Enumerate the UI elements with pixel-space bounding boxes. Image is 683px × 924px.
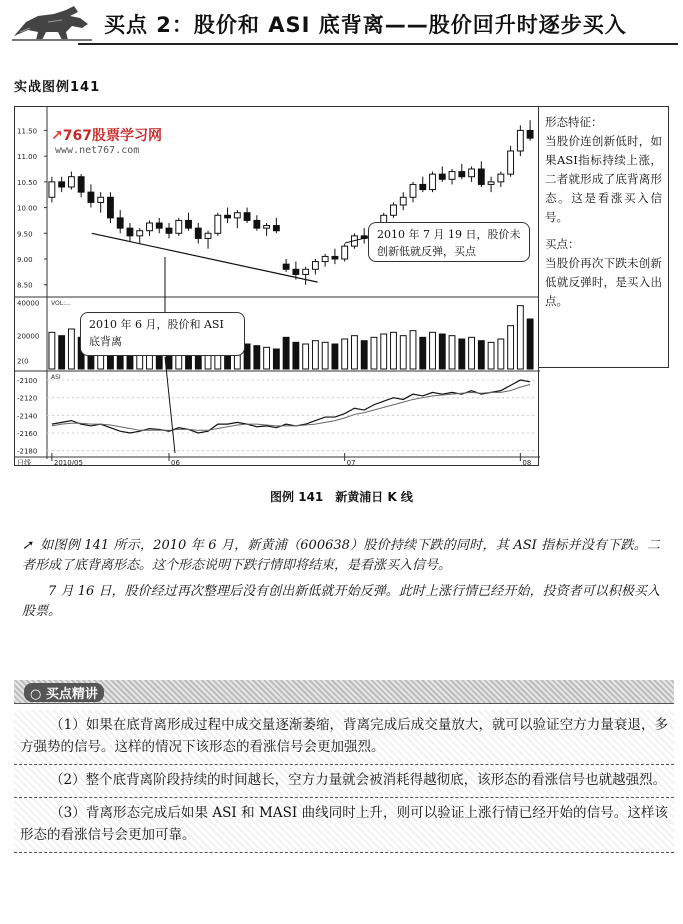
volume-bar: [410, 331, 416, 369]
volume-bar: [254, 346, 260, 369]
candle-body: [166, 228, 172, 233]
candle-body: [195, 228, 201, 238]
volume-tick-label: 2(0: [17, 357, 29, 366]
price-tick-label: 10.00: [17, 204, 38, 213]
volume-bar: [49, 332, 55, 369]
candle-body: [264, 226, 270, 229]
candle-body: [488, 182, 494, 185]
candle-body: [312, 262, 318, 270]
volume-bar: [293, 342, 299, 369]
asi-tick-label: -2160: [17, 429, 38, 438]
asi-legend: ASI: [51, 374, 61, 381]
paragraph-1-text: 如图例 141 所示，2010 年 6 月，新黄浦（600638）股价持续下跌的同时，其 ASI 指标并没有下跌。二者形成了底背离形态。这个形态说明下跌行情即将结束，是看涨买入信号。: [22, 538, 660, 573]
candle-body: [254, 220, 260, 228]
candle-body: [449, 172, 455, 180]
candle-body: [88, 192, 94, 202]
candle-body: [508, 151, 514, 174]
volume-bar: [59, 336, 65, 369]
volume-bar: [527, 319, 533, 369]
candle-body: [478, 169, 484, 184]
volume-bar: [352, 336, 358, 369]
paragraph-1: [22, 536, 660, 576]
candle-body: [498, 174, 504, 182]
candle-body: [225, 215, 231, 218]
volume-bar: [459, 339, 465, 369]
price-trendline: [92, 233, 318, 282]
bull-logo-icon: [8, 2, 98, 44]
volume-bar: [303, 344, 309, 369]
candle-body: [322, 256, 328, 261]
key-point-text: （2）整个底背离阶段持续的时间越长，空方力量就会被消耗得越彻底，该形态的看涨信号也就越强烈。: [50, 772, 667, 788]
volume-bar: [68, 329, 74, 369]
watermark-logo: [51, 125, 162, 145]
buy-title: 买点：: [545, 237, 580, 251]
volume-bar: [342, 339, 348, 369]
key-point-text: （1）如果在底背离形成过程中成交量逐渐萎缩，背离完成后成交量放大，就可以验证空方力量衰退，多方强势的信号。这样的情况下该形态的看涨信号会更加强烈。: [20, 717, 668, 755]
asi-tick-label: -2140: [17, 412, 38, 421]
candle-body: [527, 130, 533, 138]
candle-body: [215, 215, 221, 233]
candle-body: [410, 184, 416, 197]
asi-tick-label: -2120: [17, 394, 38, 403]
volume-bar: [322, 342, 328, 369]
candle-body: [147, 223, 153, 231]
volume-bar: [478, 341, 484, 369]
paragraph-2: [22, 582, 660, 622]
asi-tick-label: -2100: [17, 377, 38, 386]
volume-bar: [283, 337, 289, 369]
page-title: 买点 2：股价和 ASI 底背离——股价回升时逐步买入: [104, 13, 627, 37]
key-point-item: [14, 798, 674, 853]
candle-body: [293, 269, 299, 274]
volume-bar: [361, 341, 367, 369]
key-point-text: （3）背离形态完成后如果 ASI 和 MASI 曲线同时上升，则可以验证上涨行情已经开始的信号。这样该形态的看涨信号会更加可靠。: [20, 805, 668, 843]
volume-bar: [420, 337, 426, 369]
volume-bar: [273, 349, 279, 369]
candle-body: [49, 182, 55, 197]
volume-tick-label: 40000: [17, 299, 40, 308]
date-tick-label: 2010/05: [53, 459, 83, 467]
asi-line: [52, 380, 530, 433]
key-point-item: [14, 765, 674, 798]
candle-body: [459, 172, 465, 177]
volume-bar: [498, 339, 504, 369]
chart-canvas: [15, 107, 540, 467]
callout-rebound: 2010 年 7 月 19 日，股价未创新低就反弹，买点: [368, 222, 530, 262]
chart-grid: [15, 107, 540, 467]
date-tick-label: 08: [522, 459, 532, 467]
volume-bar: [488, 342, 494, 369]
candle-body: [59, 182, 65, 187]
candle-body: [517, 130, 523, 151]
candle-body: [439, 174, 445, 179]
buy-text: 当股价再次下跌未创新低就反弹时，是买入出点。: [545, 256, 662, 308]
price-tick-label: 9.00: [17, 256, 33, 264]
candle-body: [332, 256, 338, 259]
volume-bar: [508, 326, 514, 369]
paragraph-2-text: 7 月 16 日，股价经过再次整理后没有创出新低就开始反弹。此时上涨行情已经开始，投资者可以积极买入股票。: [22, 584, 660, 619]
candle-body: [391, 205, 397, 215]
volume-bar: [312, 341, 318, 369]
volume-bar: [264, 347, 270, 369]
section-label: 实战图例141: [14, 80, 101, 95]
candle-body: [108, 197, 114, 218]
candle-body: [127, 228, 133, 236]
candle-body: [420, 184, 426, 189]
circle-bullet-icon: ○: [30, 687, 46, 702]
volume-bar: [371, 337, 377, 369]
candle-body: [469, 169, 475, 177]
volume-bar: [332, 344, 338, 369]
volume-bar: [400, 336, 406, 369]
volume-bar: [430, 332, 436, 369]
date-tick-label: 06: [171, 459, 180, 467]
volume-tick-label: 20000: [17, 332, 40, 341]
page-header: [0, 0, 683, 48]
candle-body: [68, 177, 74, 187]
volume-bar: [449, 336, 455, 369]
body-text: [22, 536, 660, 628]
price-tick-label: 8.50: [17, 281, 33, 290]
candle-body: [234, 213, 240, 218]
key-point-item: [14, 710, 674, 765]
masi-line: [52, 384, 530, 430]
stock-chart: [14, 106, 539, 466]
candle-body: [186, 220, 192, 228]
candle-body: [156, 223, 162, 228]
pattern-feature-box: [538, 106, 669, 368]
candle-body: [430, 174, 436, 189]
key-points-list: [14, 710, 674, 853]
candle-body: [273, 226, 279, 231]
watermark-name: 767股票学习网: [62, 128, 162, 144]
pointer-arrow-icon: ➚: [22, 538, 33, 553]
watermark-url: www.net767.com: [55, 145, 140, 156]
candle-body: [137, 231, 143, 236]
date-tick-label: 07: [346, 459, 356, 467]
key-points-title-text: 买点精讲: [45, 687, 98, 702]
callout-divergence: 2010 年 6 月，股价和 ASI 底背离: [80, 312, 245, 356]
volume-bar: [381, 334, 387, 369]
volume-bar: [439, 334, 445, 369]
feature-title: 形态特征：: [545, 115, 603, 129]
price-tick-label: 11.00: [17, 153, 38, 162]
volume-legend: VOL:...: [51, 300, 71, 307]
volume-bar: [391, 332, 397, 369]
header-rule: [78, 43, 678, 45]
candle-body: [176, 220, 182, 233]
candle-body: [342, 246, 348, 259]
key-points-box: [14, 680, 674, 916]
candle-body: [244, 213, 250, 221]
price-tick-label: 11.50: [17, 127, 38, 136]
feature-text: 当股价连创新低时，如果ASI指标持续上涨，二者就形成了底背离形态。这是看涨买入信号。: [545, 134, 662, 224]
asi-tick-label: -2180: [17, 447, 38, 456]
key-points-title: [24, 683, 104, 702]
price-tick-label: 10.50: [17, 178, 38, 187]
volume-bar: [517, 306, 523, 369]
volume-bar: [469, 337, 475, 369]
key-points-band: [14, 680, 674, 704]
candle-body: [117, 218, 123, 228]
candle-body: [78, 177, 84, 192]
watermark-arrow-icon: ↗: [51, 128, 63, 144]
candle-body: [283, 264, 289, 269]
candle-body: [400, 197, 406, 205]
volume-bar: [244, 344, 250, 369]
figure-caption: 图例 141 新黄浦日 K 线: [270, 490, 413, 504]
axis-unit-label: 日线: [17, 459, 31, 467]
candle-body: [303, 269, 309, 274]
asi-panel: [52, 380, 530, 433]
candle-body: [205, 233, 211, 238]
candle-body: [98, 197, 104, 202]
price-tick-label: 9.50: [17, 230, 33, 239]
